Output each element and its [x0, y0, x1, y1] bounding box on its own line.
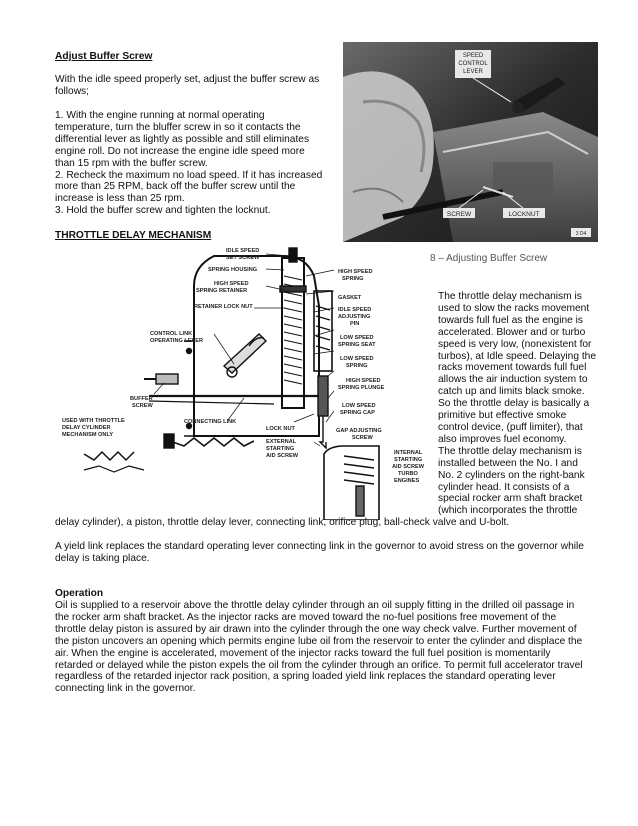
label-retainer-lock-nut: RETAINER LOCK NUT — [194, 304, 253, 310]
text-line: cylinder head. It consists of a — [438, 481, 570, 493]
label-ls-spring-1: LOW SPEED — [340, 356, 374, 362]
throttle-right-column — [438, 291, 604, 517]
label-idle-set-1: IDLE SPEED — [226, 248, 260, 254]
label-connecting-link: CONNECTING LINK — [184, 419, 237, 425]
label-internal-2: STARTING — [394, 457, 423, 463]
yield-link-paragraph — [55, 541, 584, 565]
text-line: towards full fuel as the engine is — [438, 314, 583, 326]
label-hs-retainer-1: HIGH SPEED — [214, 281, 249, 287]
text-line: temperature, turn the bluffer screw in so it contacts the — [55, 121, 301, 133]
text-line: racks movement towards full fuel — [438, 362, 587, 374]
text-line: A yield link replaces the standard operating lever connecting link in the governor to avoid stress on the governor while — [55, 541, 584, 552]
throttle-delay-diagram — [44, 246, 434, 520]
text-line: catch up and limits black smoke. — [438, 386, 585, 398]
label-hs-plunger-1: HIGH SPEED — [346, 378, 381, 384]
label-lock-nut: LOCK NUT — [266, 426, 295, 432]
label-used-with-1: USED WITH THROTTLE — [62, 418, 125, 424]
label-used-with-3: MECHANISM ONLY — [62, 432, 114, 438]
throttle-continuation: delay cylinder), a piston, throttle delay lever, connecting link, orifice plug, ball-check valve and U-bolt. — [55, 517, 510, 528]
text-line: delay is taking place. — [55, 552, 150, 564]
text-line: regardless of the retarded injector rack position, a spring loaded yield link replaces the standard operating lever — [55, 671, 556, 683]
label-spring-housing: SPRING HOUSING — [208, 267, 258, 273]
label-internal-5: ENGINES — [394, 478, 420, 484]
text-line: 1. With the engine running at normal operating — [55, 110, 265, 121]
label-ext-start-1: EXTERNAL — [266, 439, 297, 445]
text-line: the piston uncovers an opening which permits engine lube oil from the reservoir to enter the cylinder and displace the — [55, 635, 583, 647]
text-line: connecting link in the governor. — [55, 683, 196, 695]
throttle-heading: THROTTLE DELAY MECHANISM — [55, 230, 212, 241]
text-line: accelerated. Blower and or turbo — [438, 326, 586, 338]
label-ls-cap-1: LOW SPEED — [342, 403, 376, 409]
label-ls-seat-1: LOW SPEED — [340, 335, 374, 341]
photo-label-screw: SCREW — [446, 211, 472, 218]
label-hs-retainer-2: SPRING RETAINER — [196, 288, 248, 294]
text-line: also improves fuel economy. — [438, 433, 567, 445]
text-line: The throttle delay mechanism is — [438, 445, 582, 457]
label-buffer-1: BUFFER — [130, 396, 153, 402]
label-ext-start-3: AID SCREW — [266, 453, 299, 459]
label-idle-pin-1: IDLE SPEED — [338, 307, 372, 313]
text-line: With the idle speed properly set, adjust the buffer screw as — [55, 74, 320, 85]
label-hs-spring-1: HIGH SPEED — [338, 269, 373, 275]
label-gap-2: SCREW — [352, 435, 373, 441]
text-line: increase is less than 25 rpm. — [55, 193, 185, 205]
text-line: than 15 rpm with the buffer screw. — [55, 157, 208, 169]
text-line: 2. Recheck the maximum no load speed. If it has increased — [55, 169, 323, 181]
label-idle-set-2: SET SCREW — [226, 255, 260, 261]
label-internal-1: INTERNAL — [394, 450, 423, 456]
label-ls-spring-2: SPRING — [346, 363, 368, 369]
label-internal-4: TURBO — [398, 471, 418, 477]
label-idle-pin-2: ADJUSTING — [338, 314, 371, 320]
label-used-with-2: DELAY CYLINDER — [62, 425, 111, 431]
text-line: control device, (puff limiter), that — [438, 421, 583, 433]
label-control-link-1: CONTROL LINK — [150, 331, 193, 337]
label-gasket: GASKET — [338, 295, 362, 301]
operation-paragraph — [55, 600, 583, 695]
buffer-steps — [55, 110, 322, 217]
text-line: Oil is supplied to a reservoir above the throttle delay cylinder through an oil supply fitting in the drilled oil passage in — [55, 600, 575, 611]
text-line: follows; — [55, 85, 89, 97]
text-line: the rocker arm shaft bracket. As the injector racks are moved toward the no-fuel positions free movement of the — [55, 611, 557, 623]
text-line: 3. Hold the buffer screw and tighten the locknut. — [55, 205, 271, 217]
text-line: used to slow the racks movement — [438, 302, 590, 314]
text-line: more than 25 RPM, back off the buffer screw until the — [55, 181, 296, 193]
label-idle-pin-3: PIN — [350, 321, 360, 327]
label-hs-plunger-2: SPRING PLUNGE — [338, 385, 385, 391]
text-line: engine roll. Do not increase the engine idle speed more — [55, 145, 305, 157]
text-line: primitive but effective smoke — [438, 410, 567, 422]
text-line: throttle delay piston is assured by air drawn into the cylinder through the one way check valve. Further movement of — [55, 623, 577, 635]
photo-label-speed: SPEED — [462, 53, 484, 59]
text-line: retarded or delayed while the piston expels the oil from the cylinder through an orifice. To permit full accelerator travel — [55, 659, 583, 671]
text-line: installed between the No. I and — [438, 457, 578, 469]
text-line: air. When the engine is accelerated, movement of the injector racks toward the full fuel position is momentarily — [55, 647, 551, 659]
text-line: speed is very low, (nonexistent for — [438, 338, 592, 350]
label-control-link-2: OPERATING LEVER — [150, 338, 204, 344]
photo-label-locknut: LOCKNUT — [508, 211, 540, 218]
text-line: So the throttle delay is basically a — [438, 398, 590, 410]
label-ext-start-2: STARTING — [266, 446, 295, 452]
operation-heading: Operation — [55, 588, 104, 599]
label-internal-3: AID SCREW — [392, 464, 425, 470]
text-line: allows the air induction system to — [438, 374, 588, 386]
photo-label-code: 3 D4 — [575, 231, 587, 237]
photo-caption: 8 – Adjusting Buffer Screw — [430, 253, 548, 264]
photo-label-control: CONTROL — [458, 61, 488, 67]
photo-label-lever: LEVER — [463, 69, 483, 75]
buffer-heading: Adjust Buffer Screw — [55, 51, 153, 62]
text-line: The throttle delay mechanism is — [438, 291, 582, 302]
text-line: (which incorporates the throttle — [438, 505, 578, 517]
label-hs-spring-2: SPRING — [342, 276, 364, 282]
label-buffer-2: SCREW — [132, 403, 153, 409]
text-line: special rocker arm shaft bracket — [438, 493, 583, 505]
text-line: differential lever as lightly as possible and still eliminates — [55, 133, 310, 145]
label-ls-seat-2: SPRING SEAT — [338, 342, 376, 348]
engine-photo-drawing — [343, 42, 598, 242]
buffer-screw-photo — [343, 42, 598, 242]
label-gap-1: GAP ADJUSTING — [336, 428, 382, 434]
text-line: No. 2 cylinders on the right-bank — [438, 469, 585, 481]
buffer-intro — [55, 74, 319, 98]
text-line: turbos), at Idle speed. Delaying the — [438, 350, 597, 362]
label-ls-cap-2: SPRING CAP — [340, 410, 375, 416]
